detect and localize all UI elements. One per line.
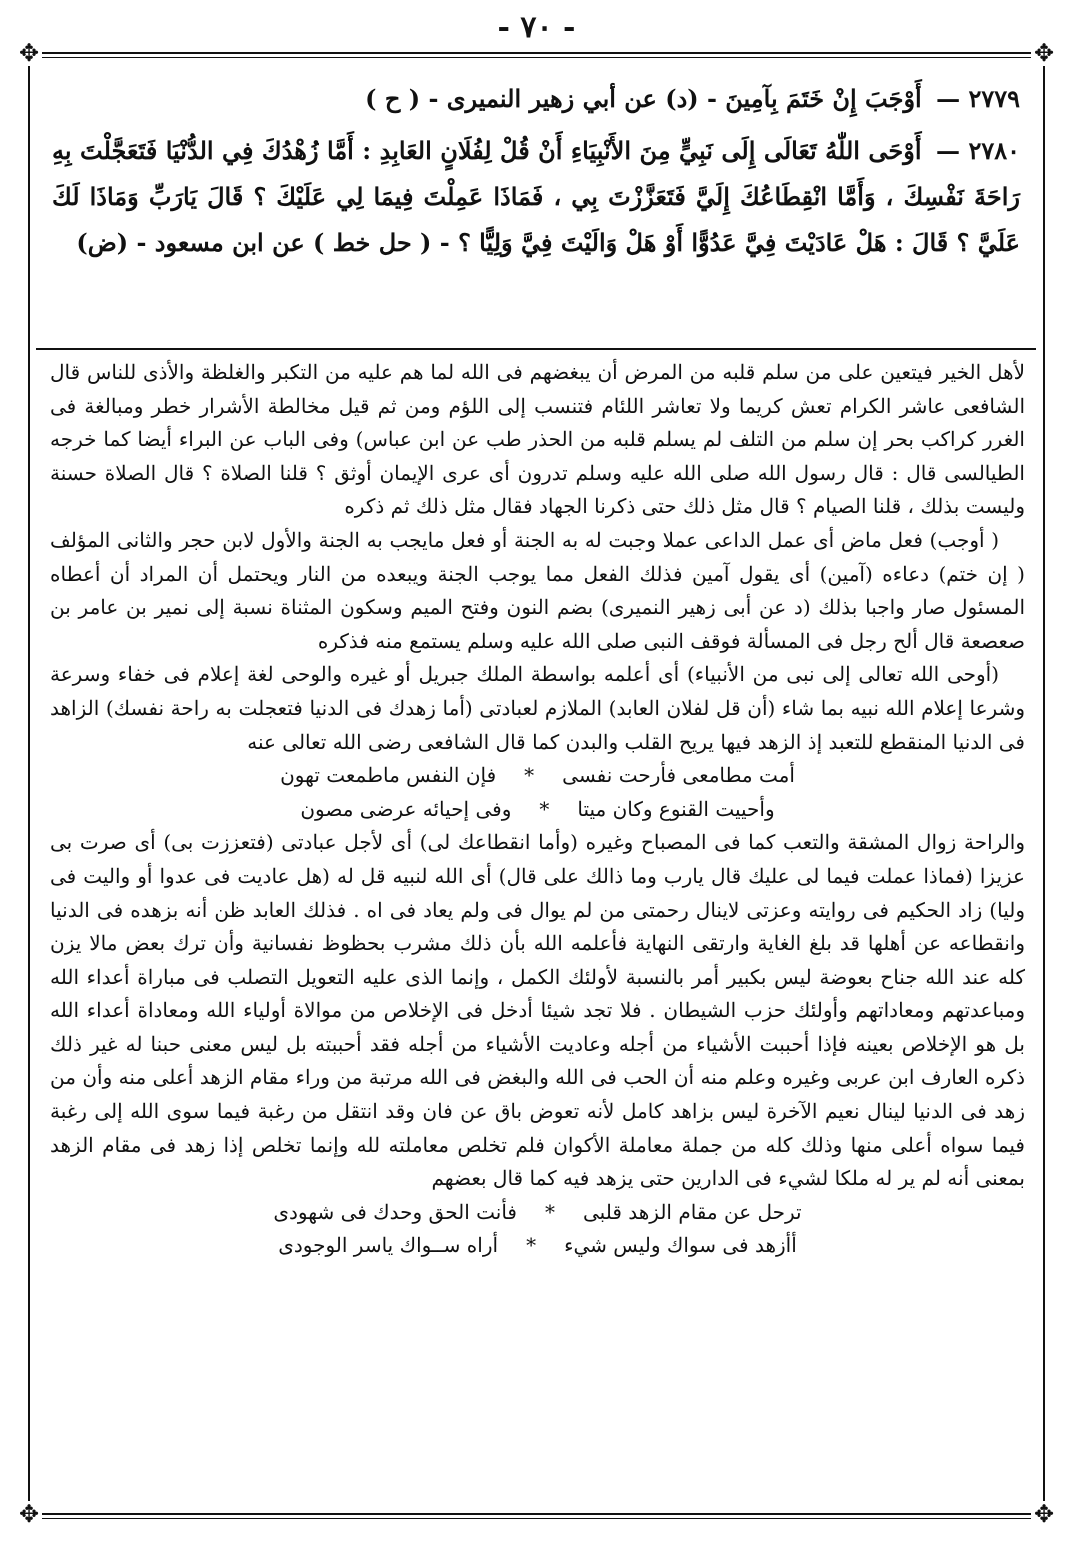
- frame-left-border: [28, 52, 30, 1515]
- frame-right-border: [1043, 52, 1045, 1515]
- commentary-paragraph: والراحة زوال المشقة والتعب كما فى المصباح وغيره (وأما انقطاعك لى) أى لأجل عبادتى (فتعززت بى) أى صرت بى عزيزا (فماذا عملت فيما لى عليك قال يارب وما ذالك على قال) أى الله لنبيه قل له (هل عاديت فى عدوا أو واليت فى وليا) زاد الحكيم فى روايته وعزتى لاينال رحمتى من لم يوال فى ولم يعاد فى اه . فذلك العابد ظن أنه بزهده فى الدنيا وانقطاعه عن أهلها قد بلغ الغاية وارتقى النهاية فأعلمه الله بأن ذلك مشرب بحظوظ نفسانية وأن ترك بعض مالا يزن كله عند الله جناح بعوضة ليس بكبير أمر بالنسبة لأولئك الكمل ، وإنما الذى عليه التعويل التصلب فى مباراة أعداء الله ومباعدتهم ومعاداتهم وأولئك حزب الشيطان . فلا تجد شيئا أدخل فى الإخلاص من موالاة أولياء الله ومعاداة أعداء الله بل هو الإخلاص بعينه فإذا أحببت الأشياء من أجله وعاديت الأشياء من أجله فقد أحببته بل ليس معنى حبنا له غير ذلك ذكره العارف ابن عربى وغيره وعلم منه أن الحب فى الله والبغض فى الله مرتبة من وراء مقام الزهد أعلى منه وأن من زهد فى الدنيا لينال نعيم الآخرة ليس بزاهد كامل لأنه تعوض باق عن فان وقد انتقل من رغبة فيما سوى الله إلى رغبة فيما سواه أعلى منها وذلك كله من جملة معاملة الأكوان فلم تخلص معاملته لله وإنما تخلص إذا زهد فى مقام الزهد بمعنى أنه لم ير له ملكا لشيء فى الدارين حتى يزهد فيه كما قال بعضهم: [50, 830, 1026, 1191]
- commentary-paragraph: ( أوجب) فعل ماض أى عمل الداعى عملا وجبت له به الجنة أو فعل مايجب به الجنة والأول لابن حجر والثانى المؤلف ( إن ختم) دعاءه (آمين) أى يقول آمين فذلك الفعل مما يوجب الجنة ويبعده من النار ويحتمل أن المراد أن أعطاه المسئول صار واجبا بذلك (د عن أبى زهير النميرى) بضم النون وفتح الميم وسكون المثناة نسبة إلى نمير بن عامر بن صعصعة قال ألح رجل فى المسألة فوقف النبى صلى الله عليه وسلم يستمع منه فذكره: [50, 527, 1025, 653]
- hadith-text: أَوْحَى اللّٰهُ تَعَالَى إِلَى نَبِيٍّ مِنَ الأَنْبِيَاءِ أَنْ قُلْ لِفُلَانٍ العَابِدِ : أَمَّا زُهْدُكَ فِي الدُّنْيَا فَتَعَجَّلْتَ بِهِ رَاحَةَ نَفْسِكَ ، وَأَمَّا انْقِطَاعُكَ إِلَيَّ فَتَعَزَّزْتَ بِي ، فَمَاذَا عَمِلْتَ فِيمَا لِي عَلَيْكَ ؟ قَالَ يَارَبِّ وَمَاذَا لَكَ عَلَيَّ ؟ قَالَ : هَلْ عَادَيْتَ فِيَّ عَدُوًّا أَوْ هَلْ وَالَيْتَ فِيَّ وَلِيًّا ؟ - ( حل خط ) عن ابن مسعود - (ض): [52, 136, 1020, 257]
- hadith-block: [52, 76, 1020, 272]
- frame-top-border: [28, 52, 1045, 54]
- hadith-2779: [52, 76, 1020, 122]
- poem-verse: [50, 1196, 1025, 1230]
- poem-verse: [50, 759, 1025, 793]
- commentary-paragraph: لأهل الخير فيتعين على من سلم قلبه من المرض أن يبغضهم فى الله لما هم عليه من التكبر والغلظة والأذى للناس قال الشافعى عاشر الكرام تعش كريما ولا تعاشر اللئام فتنسب إلى اللؤم ومن ثم قيل مخالطة الأشرار خطر ومبالغة فى الغرر كراكب بحر إن سلم من التلف لم يسلم قلبه من الحذر طب عن ابن عباس) وفى الباب عن البراء أيضا كما خرجه الطيالسى قال : قال رسول الله صلى الله عليه وسلم تدرون أى عرى الإيمان أوثق ؟ قلنا الصلاة ؟ قال الصلاة حسنة وليست بذلك ، قلنا الصيام ؟ قال مثل ذلك حتى ذكرنا الجهاد فقال مثل ذلك ثم ذكره: [50, 360, 1025, 519]
- poem-verse: [50, 1229, 1025, 1263]
- verse-separator: *: [545, 1199, 555, 1224]
- commentary-paragraph: (أوحى الله تعالى إلى نبى من الأنبياء) أى أعلمه بواسطة الملك جبريل أو غيره والوحى لغة إعلام فى خفاء وسرعة وشرعا إعلام الله نبيه بما شاء (أن قل لفلان العابد) الملازم لعبادتى (أما زهدك فى الدنيا فتعجلت به راحة نفسك) الزاهد فى الدنيا المنقطع للتعبد إذ الزهد فيها يريح القلب والبدن كما قال الشافعى رضى الله تعالى عنه: [50, 662, 1025, 754]
- page-number: - ٧٠ -: [497, 10, 576, 45]
- hadith-2780: [52, 128, 1020, 266]
- frame-bottom-border: [28, 1513, 1045, 1515]
- verse-hemistich: أمت مطامعى فأرحت نفسى: [562, 763, 795, 788]
- verse-hemistich: وفى إحيائه عرضى مصون: [300, 796, 512, 821]
- verse-separator: *: [526, 1233, 537, 1258]
- commentary-section: [50, 356, 1025, 1506]
- quatrefoil-ornament-icon: ✥: [1031, 1501, 1057, 1527]
- verse-hemistich: فأنت الحق وحدك فى شهودى: [273, 1199, 517, 1224]
- verse-hemistich: ترحل عن مقام الزهد قلبى: [583, 1199, 802, 1224]
- hadith-number: ٢٧٧٩ —: [936, 84, 1020, 113]
- verse-hemistich: أراه ســواك ياسر الوجودى: [278, 1233, 499, 1258]
- verse-hemistich: أأزهد فى سواك وليس شيء: [564, 1233, 797, 1258]
- verse-separator: *: [539, 796, 550, 821]
- quatrefoil-ornament-icon: ✥: [16, 40, 42, 66]
- section-divider: [36, 348, 1036, 350]
- hadith-number: ٢٧٨٠ —: [935, 136, 1020, 165]
- poem-verse: [50, 793, 1025, 827]
- verse-hemistich: فإن النفس ماطمعت تهون: [280, 763, 497, 788]
- quatrefoil-ornament-icon: ✥: [1031, 40, 1057, 66]
- verse-separator: *: [524, 763, 535, 788]
- hadith-text: أَوْجَبَ إِنْ خَتَمَ بِآمِينَ - (د) عن أبي زهير النميرى - ( ح ): [365, 84, 922, 113]
- quatrefoil-ornament-icon: ✥: [16, 1501, 42, 1527]
- verse-hemistich: وأحييت القنوع وكان ميتا: [577, 796, 775, 821]
